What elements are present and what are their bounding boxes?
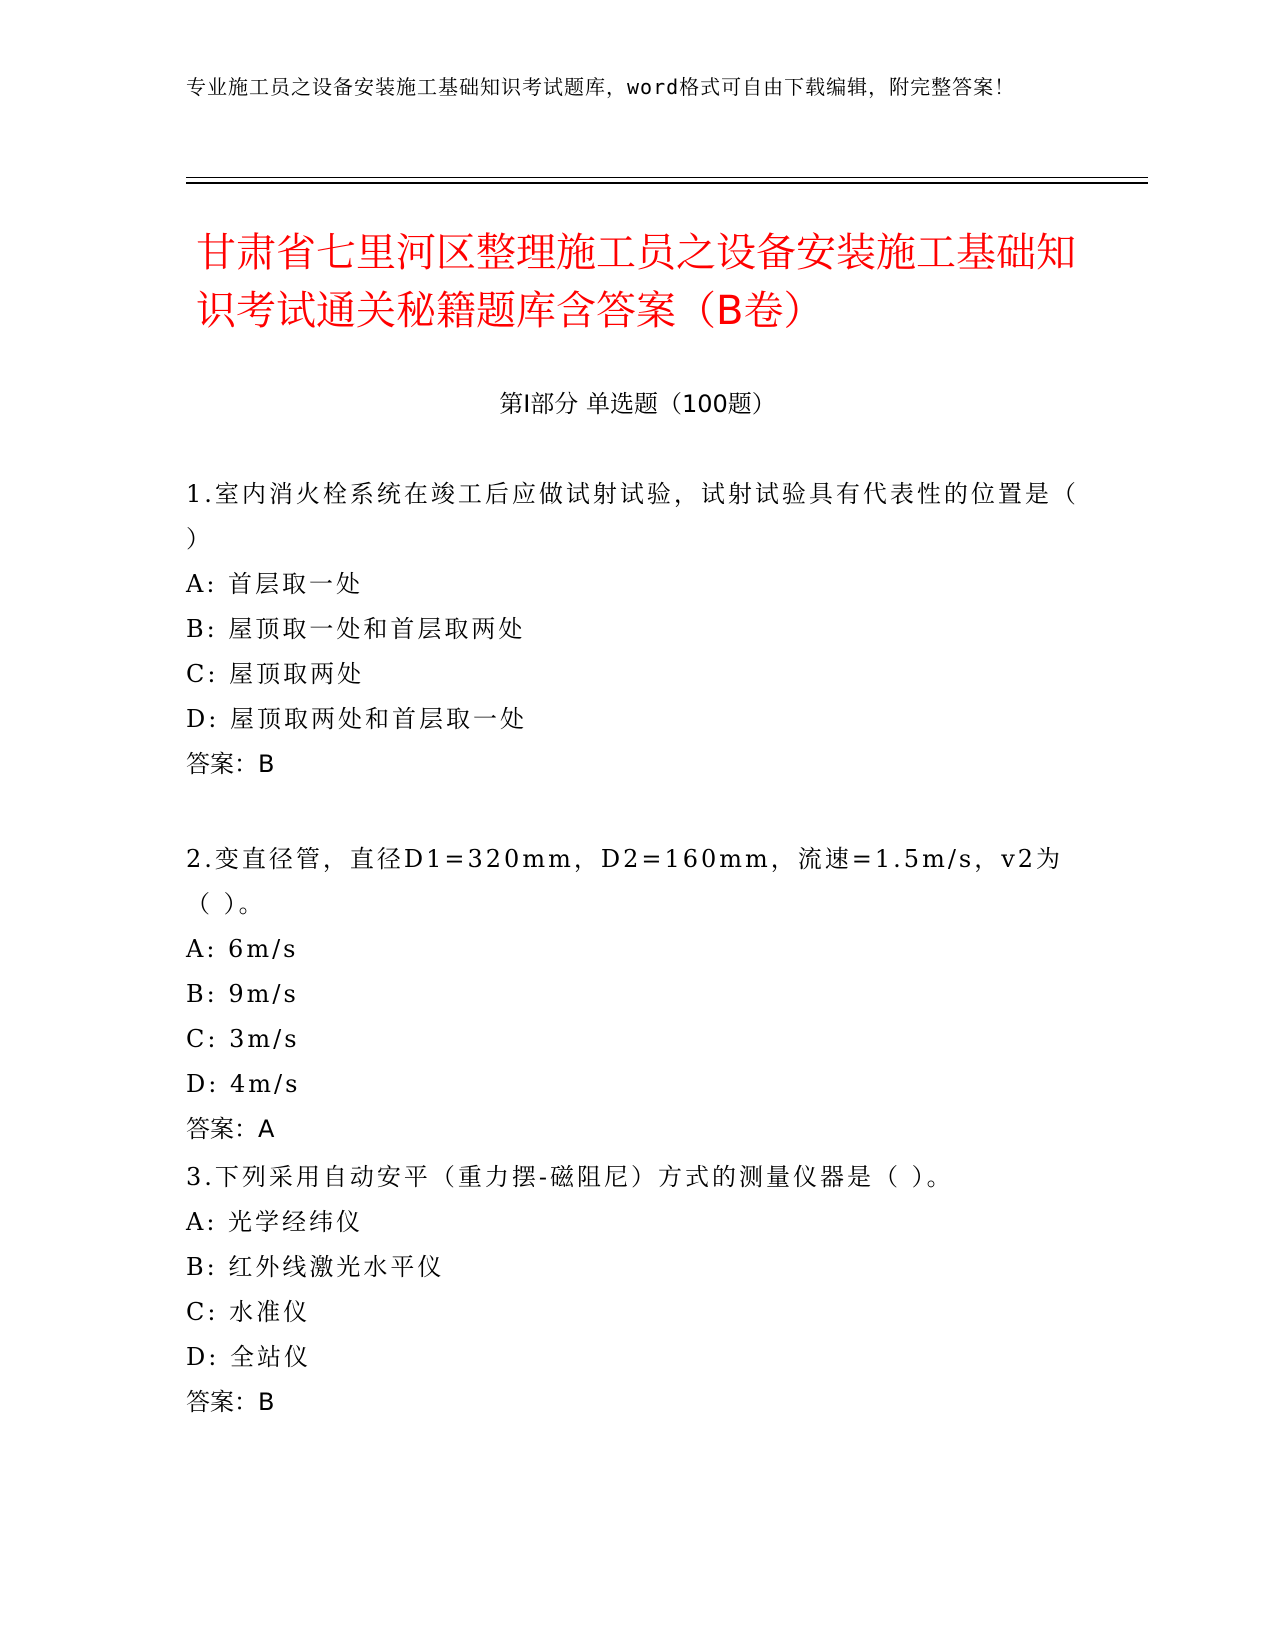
option-d: D: 屋顶取两处和首层取一处 xyxy=(186,705,527,733)
option-a: A: 首层取一处 xyxy=(186,570,364,598)
option-a: A: 6m/s xyxy=(186,935,299,963)
question-2 xyxy=(186,837,1086,1152)
header-note: 专业施工员之设备安装施工基础知识考试题库，word格式可自由下载编辑，附完整答案！ xyxy=(186,75,1016,99)
header-divider-thick xyxy=(186,182,1148,184)
question-3 xyxy=(186,1155,1086,1425)
option-d: D: 全站仪 xyxy=(186,1343,311,1371)
section-heading: 第I部分 单选题（100题） xyxy=(499,390,776,418)
answer: 答案：B xyxy=(186,1388,275,1416)
question-stem: 2.变直径管，直径D1=320mm，D2=160mm，流速=1.5m/s，v2为（ ）。 xyxy=(186,845,1064,918)
option-b: B: 9m/s xyxy=(186,980,299,1008)
option-c: C: 屋顶取两处 xyxy=(186,660,365,688)
question-1 xyxy=(186,472,1086,787)
answer: 答案：B xyxy=(186,750,275,778)
answer: 答案：A xyxy=(186,1115,275,1143)
option-b: B: 屋顶取一处和首层取两处 xyxy=(186,615,526,643)
option-a: A: 光学经纬仪 xyxy=(186,1208,364,1236)
header-divider-thin xyxy=(186,177,1148,178)
option-c: C: 3m/s xyxy=(186,1025,300,1053)
question-stem: 1.室内消火栓系统在竣工后应做试射试验，试射试验具有代表性的位置是（ ） xyxy=(186,480,1079,553)
option-b: B: 红外线激光水平仪 xyxy=(186,1253,445,1281)
option-c: C: 水准仪 xyxy=(186,1298,311,1326)
question-stem: 3.下列采用自动安平（重力摆-磁阻尼）方式的测量仪器是（ ）。 xyxy=(186,1163,954,1191)
document-title: 甘肃省七里河区整理施工员之设备安装施工基础知识考试通关秘籍题库含答案（B卷） xyxy=(196,230,1076,334)
option-d: D: 4m/s xyxy=(186,1070,301,1098)
